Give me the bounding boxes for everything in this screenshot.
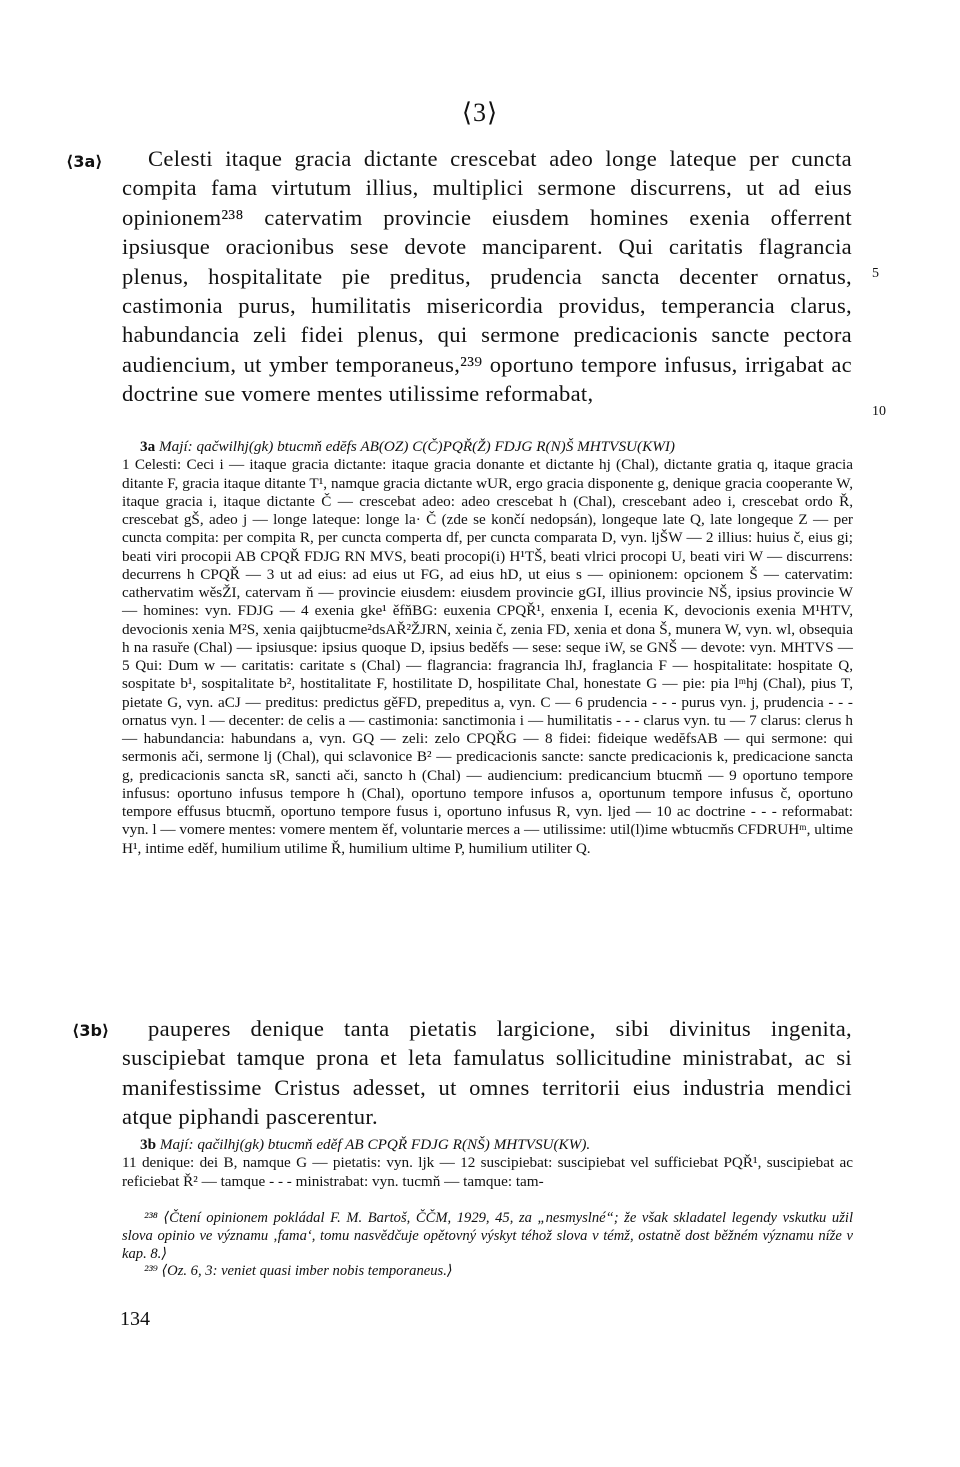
line-number-10: 10 [872, 404, 886, 419]
footnote-238: ²³⁸ ⟨Čtení opinionem pokládal F. M. Bartoš, ČČM, 1929, 45, za „nesmyslné“; že však skladatel legendy vskutku užil slova opinio ve významu ‚fama‘, tomu nasvědčuje opětovný výskyt téhož slova v témž, ostatně dost běžném významu níže v kap. 8.⟩ [122, 1210, 853, 1262]
apparatus-body-3b: 11 denique: dei B, namque G — pietatis: vyn. ljk — 12 suscipiebat: suscipiebat vel sufficiebat PQŘ¹, suscipiebat ac reficiebat Ř² — tamque - - - ministrabat: vyn. tucmň — tamque: tam- [122, 1154, 853, 1190]
section-tag-3b: ⟨3b⟩ [72, 1021, 110, 1040]
main-text-3b: pauperes denique tanta pietatis largicione, sibi divinitus ingenita, suscipiebat tamque prona et leta famulatus sollicitudine ministrabat, ac si manifestissime Cristus adesset, ut omnes territorii eius industria mendici atque piphandi pascerentur. [122, 1016, 852, 1130]
apparatus-label: 3b [140, 1136, 157, 1153]
footnote-239: ²³⁹ ⟨Oz. 6, 3: veniet quasi imber nobis temporaneus.⟩ [144, 1263, 453, 1280]
apparatus-heading-3a [122, 438, 853, 456]
apparatus-label: 3a [140, 438, 156, 455]
page-heading: ⟨3⟩ [461, 98, 499, 127]
critical-apparatus-3b [122, 1136, 853, 1191]
line-number-5: 5 [872, 266, 879, 281]
section-tag-3a: ⟨3a⟩ [66, 152, 103, 171]
critical-apparatus-3a [122, 438, 853, 858]
apparatus-body-3a: 1 Celesti: Ceci i — itaque gracia dictante: itaque gracia donante et dictante hj (Chal), dictante gratia q, itaque gracia ditante F, gracia itaque ditante T¹, namque gracia dictante wUR, ergo gracia disponente g, denique gracia cooperante W, itaque gracia i, itaque dictante Č — crescebat adeo: adeo crescebat h (Chal), crescebant adeo i, crescebat ordo Ř, crescebat gŠ, adeo j — longe lateque: longe la· Č (zde se končí nedopsán), longeque late Q, late longeque Z — per cuncta compita: per compita R, per cuncta comperta df, per cuncta comparata D, vyn. ljŠW — 2 illius: huius č, eius gi; beati viri procopii AB CPQŘ FDJG RN MVS, beati procopi(i) H¹TŠ, beati vlrici procopi U, beati viri W — discurrens: decurrens h CPQŘ — 3 ut ad eius: ad eius ut FG, ad eius hD, ut eius s — opinionem: opcionem Š — catervatim: cathervatim wěsŽI, catervam ň — provincie eiusdem: eiusdem provincie gGI, illius provincie NŠ, ipsius provincie W — homines: vyn. FDJG — 4 exenia gke¹ ěfňBG: euxenia CPQŘ¹, enxenia I, ecenia K, devocionis exenia M¹HTV, devocionis xenia M²S, xenia qaijbtucme²dsAŘ²ŽJRN, xeinia č, zenia FD, xenia et dona Š, munera W, vyn. wl, obsequia h na rasuře (Chal) — ipsiusque: ipsius quoque D, ipsius beděfs — sese: seque iW, se GNŠ — devote: vyn. MHTVS — 5 Qui: Dum w — caritatis: caritate s (Chal) — flagrancia: fragrancia lhJ, fraglancia F — hospitalitate: hospitate Q, sospitate b¹, sospitalitate b², hostitalitate F, hostilitate D, hospilitate Chal, honestate G — pie: pia lᵐhj (Chal), pius T, pietate G, vyn. aCJ — preditus: predictus gěFD, prepeditus a, vyn. C — 6 prudencia - - - purus vyn. j, prudencia - - - ornatus vyn. l — decenter: de celis a — castimonia: sanctimonia i — humilitatis - - - clarus vyn. tu — 7 clarus: clerus h — habundancia: habundans a, vyn. GQ — zeli: zelo CPQŘG — 8 fidei: fideique wedĕfsAB — qui sermone: qui sermonis ači, sermone lj (Chal), qui sclavonice B² — predicacionis sancte: sancte predicacionis k, predicacione sancta g, predicacionis sancta sR, sancti ači, sancto h (Chal) — audiencium: predicancium btucmň — 9 oportuno tempore infusus: oportuno infusus tempore h (Chal), oportuno tempore infusos a, oportunum tempore infusus č, oportuno tempore effusus btucmň, oportuno tempore fusus i, oportuno infusus R, vyn. ljed — 10 ac doctrine - - - reformabat: vyn. l — vomere mentes: vomere mentem ěf, voluntarie merces a — utilissime: util(l)ime wbtucmňs CFDRUHᵐ, ultime H¹, intime eděf, humilium utilime Ř, humilium ultime P, humilium utiliter Q. [122, 456, 853, 857]
apparatus-sigla: Mají: qačwilhj(gk) btucmň edĕfs AB(OZ) C(Č)PQŘ(Ž) FDJG R(N)Š MHTVSU(KWI) [158, 438, 675, 455]
main-text-3a: Celesti itaque gracia dictante crescebat adeo longe lateque per cuncta compita fama virtutum illius, multiplici sermone discurrens, ut ad eius opinionem²³⁸ catervatim provincie eiusdem homines exenia offerrent ipsiusque oracionibus sese devote manciparent. Qui caritatis flagrancia plenus, hospitalitate pie preditus, prudencia sancta decenter ornatus, castimonia purus, humilitatis misericordia providus, temperancia clarus, habundancia zeli fidei plenus, qui sermone predicacionis sancte pectora audiencium, ut ymber temporaneus,²³⁹ oportuno tempore infusus, irrigabat ac doctrine sue vomere mentes utilissime reformabat, [122, 146, 852, 407]
page-number: 134 [120, 1308, 150, 1330]
footnotes [122, 1210, 853, 1281]
apparatus-heading-3b [122, 1136, 853, 1154]
apparatus-sigla: Mají: qačilhj(gk) btucmň eděf AB CPQŘ FDJG R(NŠ) MHTVSU(KW). [159, 1136, 591, 1153]
